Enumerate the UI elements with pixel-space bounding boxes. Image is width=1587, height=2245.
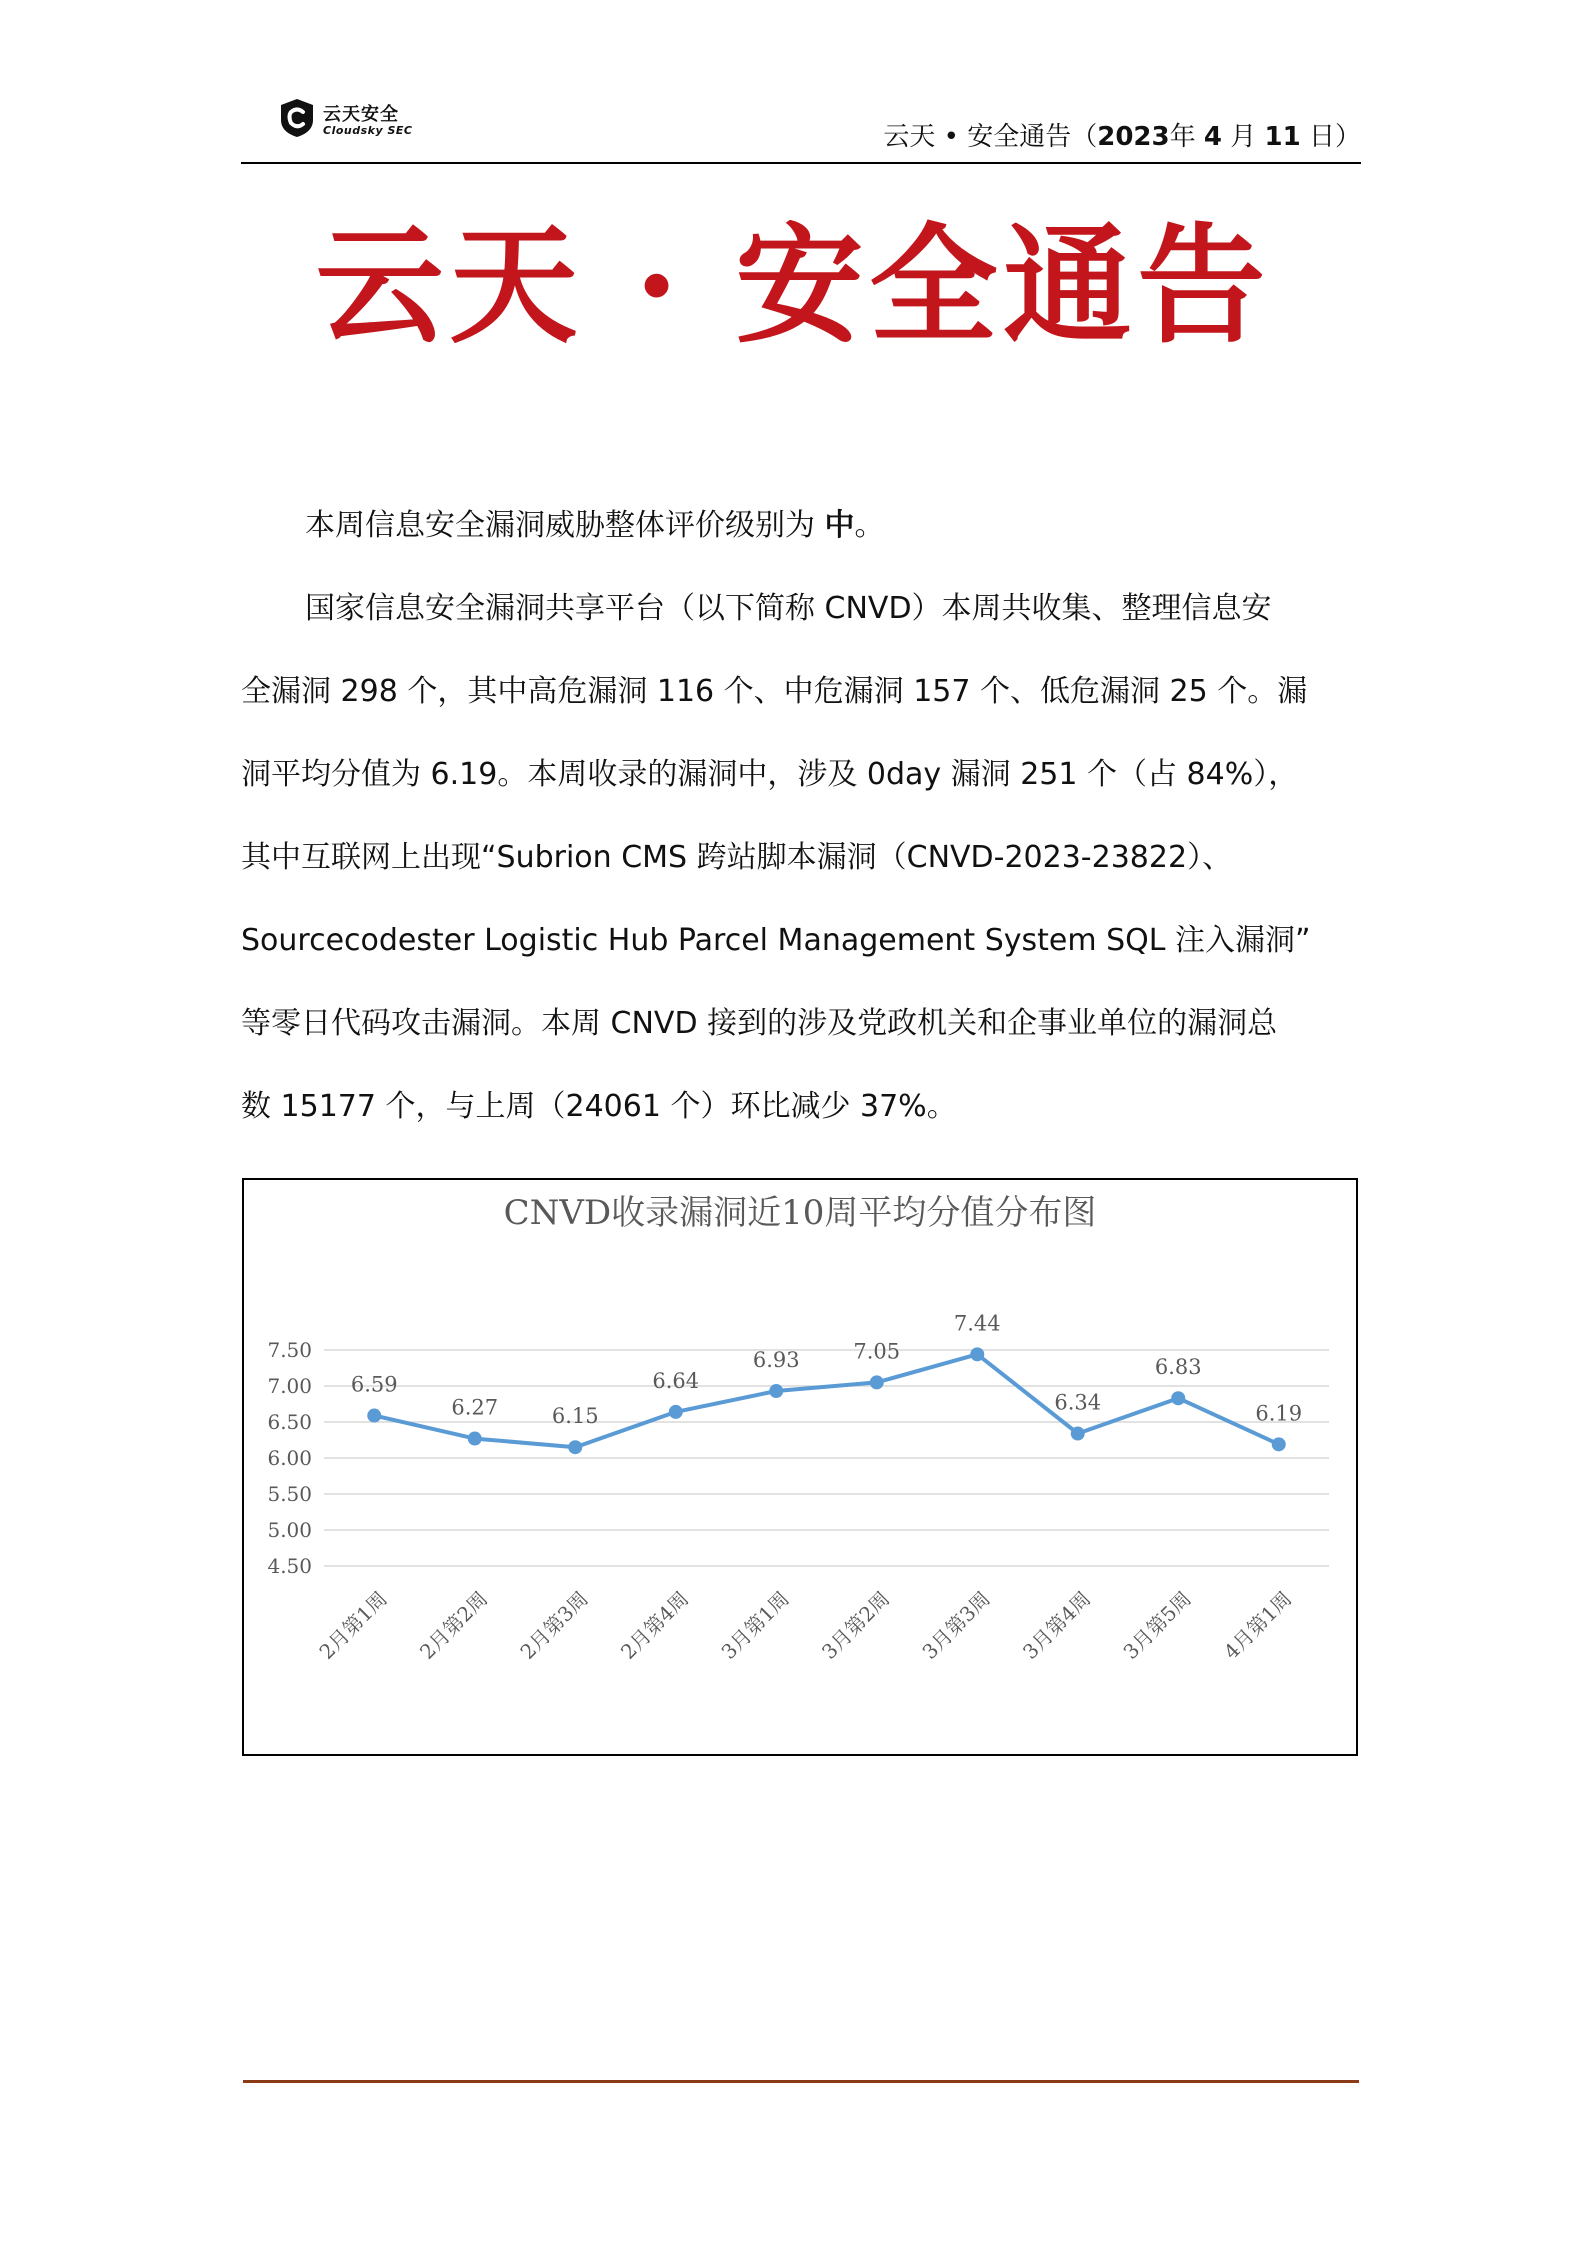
data-point: [468, 1432, 482, 1446]
header-bulletin-date: [883, 116, 1361, 153]
x-tick-label: 3月第4周: [1017, 1586, 1096, 1664]
data-label: 7.05: [853, 1339, 901, 1364]
data-point: [1071, 1427, 1085, 1441]
logo-english-text: Cloudsky SEC: [323, 124, 413, 137]
data-label: 7.44: [953, 1311, 1001, 1336]
series-line: [374, 1354, 1279, 1447]
company-logo: [279, 98, 429, 142]
summary-line-1: 国家信息安全漏洞共享平台（以下简称 CNVD）本周共收集、整理信息安: [305, 591, 1272, 626]
y-tick-label: 5.50: [267, 1482, 312, 1506]
data-label: 6.93: [752, 1348, 800, 1373]
data-point: [870, 1375, 884, 1389]
data-label: 6.27: [451, 1395, 499, 1420]
header-day: 11: [1264, 122, 1301, 152]
x-tick-label: 2月第3周: [515, 1586, 593, 1664]
header-month: 4: [1203, 122, 1222, 152]
bulletin-body: [241, 484, 1341, 1148]
y-tick-label: 5.00: [267, 1518, 312, 1542]
data-point: [367, 1409, 381, 1423]
data-point: [970, 1347, 984, 1361]
y-tick-label: 7.00: [267, 1374, 312, 1398]
summary-line-5: Sourcecodester Logistic Hub Parcel Management System SQL 注入漏洞”: [241, 923, 1311, 958]
x-tick-label: 2月第1周: [314, 1586, 392, 1664]
threat-level-suffix: 。: [854, 508, 885, 543]
data-label: 6.83: [1154, 1355, 1202, 1380]
header-month-unit: 月: [1230, 122, 1257, 152]
data-point: [1272, 1437, 1286, 1451]
data-point: [769, 1384, 783, 1398]
y-tick-label: 4.50: [267, 1554, 312, 1578]
threat-level-value: 中: [824, 508, 855, 543]
shield-logo-icon: [279, 98, 315, 138]
data-label: 6.64: [652, 1368, 700, 1393]
data-label: 6.15: [551, 1404, 599, 1429]
x-tick-label: 3月第5周: [1118, 1586, 1196, 1664]
bulletin-main-title: 云天 · 安全通告: [315, 211, 1272, 361]
page-header: [241, 96, 1361, 164]
summary-line-3: 洞平均分值为 6.19。本周收录的漏洞中，涉及 0day 漏洞 251 个（占 84%），: [241, 757, 1299, 792]
y-tick-label: 6.50: [267, 1410, 312, 1434]
y-tick-label: 6.00: [267, 1446, 312, 1470]
logo-chinese-text: 云天安全: [323, 104, 399, 125]
y-tick-label: 7.50: [267, 1338, 312, 1362]
data-point: [1171, 1391, 1185, 1405]
header-day-unit: 日）: [1308, 122, 1361, 152]
header-year-unit: 年: [1169, 122, 1196, 152]
chart-title: CNVD收录漏洞近10周平均分值分布图: [503, 1193, 1097, 1233]
x-tick-label: 4月第1周: [1218, 1586, 1297, 1664]
threat-level-prefix: 本周信息安全漏洞威胁整体评价级别为: [305, 508, 825, 543]
data-label: 6.34: [1054, 1390, 1102, 1415]
header-year: 2023: [1097, 122, 1170, 152]
x-tick-label: 2月第2周: [414, 1586, 493, 1664]
average-score-chart: [242, 1178, 1358, 1756]
footer-divider: [243, 2080, 1359, 2083]
x-tick-label: 3月第1周: [716, 1586, 794, 1664]
header-title-prefix: 云天 • 安全通告（: [883, 122, 1098, 152]
line-chart-svg: [244, 1180, 1356, 1754]
x-tick-label: 3月第2周: [816, 1586, 895, 1664]
summary-line-4: 其中互联网上出现“Subrion CMS 跨站脚本漏洞（CNVD-2023-23822）、: [241, 840, 1233, 875]
threat-level-paragraph: [241, 484, 1341, 567]
summary-line-6: 等零日代码攻击漏洞。本周 CNVD 接到的涉及党政机关和企事业单位的漏洞总: [241, 1006, 1278, 1041]
summary-line-7: 数 15177 个，与上周（24061 个）环比减少 37%。: [241, 1089, 957, 1124]
x-tick-label: 3月第3周: [917, 1586, 995, 1664]
data-point: [568, 1440, 582, 1454]
data-point: [669, 1405, 683, 1419]
x-tick-label: 2月第4周: [615, 1586, 694, 1664]
summary-line-2: 全漏洞 298 个，其中高危漏洞 116 个、中危漏洞 157 个、低危漏洞 25 个。漏: [241, 674, 1308, 709]
data-label: 6.19: [1255, 1401, 1303, 1426]
data-label: 6.59: [350, 1372, 398, 1397]
